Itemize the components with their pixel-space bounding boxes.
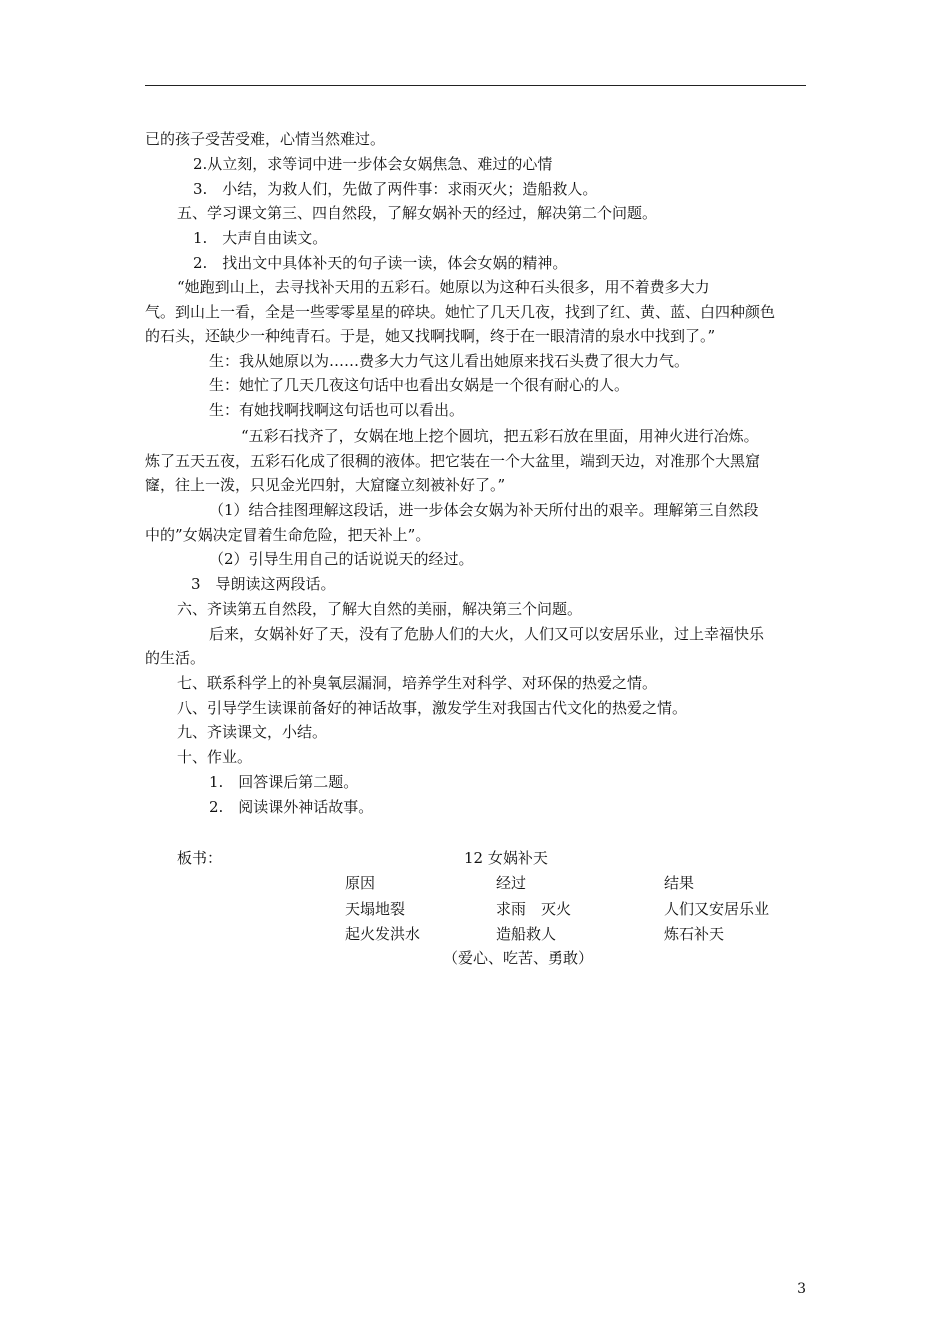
board-cell: 炼石补天 — [664, 925, 725, 943]
board-label: 板书： — [177, 849, 223, 867]
student-answer: 生：有她找啊找啊这句话也可以看出。 — [209, 401, 465, 419]
list-item: 2. 阅读课外神话故事。 — [209, 798, 374, 816]
board-header-process: 经过 — [496, 874, 527, 892]
board-cell: 起火发洪水 — [345, 925, 421, 943]
student-answer: 生：她忙了几天几夜这句话中也看出女娲是一个很有耐心的人。 — [209, 376, 630, 394]
section-heading: 八、引导学生读课前备好的神话故事，激发学生对我国古代文化的热爱之情。 — [177, 699, 688, 717]
section-heading: 十、作业。 — [177, 748, 253, 766]
text-line: 中的”女娲决定冒着生命危险，把天补上”。 — [145, 526, 431, 544]
quote-line: “五彩石找齐了，女娲在地上挖个圆坑，把五彩石放在里面，用神火进行冶炼。 — [241, 427, 759, 445]
quote-line: 的石头，还缺少一种纯青石。于是，她又找啊找啊，终于在一眼清清的泉水中找到了。” — [145, 327, 716, 345]
text-line: （1）结合挂图理解这段话，进一步体会女娲为补天所付出的艰辛。理解第三自然段 — [209, 501, 759, 519]
header-rule — [145, 85, 806, 86]
section-heading: 九、齐读课文，小结。 — [177, 723, 328, 741]
board-header-result: 结果 — [664, 874, 695, 892]
text-line: 的生活。 — [145, 649, 206, 667]
board-cell: 天塌地裂 — [345, 900, 406, 918]
board-title: 12 女娲补天 — [464, 849, 548, 867]
board-cell: 求雨 灭火 — [496, 900, 572, 918]
list-item: 1. 回答课后第二题。 — [209, 773, 359, 791]
student-answer: 生：我从她原以为……费多大力气这儿看出她原来找石头费了很大力气。 — [209, 352, 690, 370]
text-line: 1. 大声自由读文。 — [193, 229, 328, 247]
text-line: 3. 小结，为救人们，先做了两件事：求雨灭火；造船救人。 — [193, 180, 598, 198]
text-line: 2. 找出文中具体补天的句子读一读，体会女娲的精神。 — [193, 254, 568, 272]
text-line: 已的孩子受苦受难，心情当然难过。 — [145, 130, 386, 148]
board-cell: 造船救人 — [496, 925, 557, 943]
section-heading: 六、齐读第五自然段，了解大自然的美丽，解决第三个问题。 — [177, 600, 583, 618]
board-cell: 人们又安居乐业 — [664, 900, 770, 918]
quote-line: 炼了五天五夜，五彩石化成了很稠的液体。把它装在一个大盆里，端到天边，对准那个大黑窟 — [145, 452, 761, 470]
quote-line: 气。到山上一看，全是一些零零星星的碎块。她忙了几天几夜，找到了红、黄、蓝、白四种颜色 — [145, 303, 776, 321]
quote-line: “她跑到山上，去寻找补天用的五彩石。她原以为这种石头很多，用不着费多大力 — [177, 278, 710, 296]
text-line: 2.从立刻，求等词中进一步体会女娲焦急、难过的心情 — [193, 155, 553, 173]
text-line: 后来，女娲补好了天，没有了危胁人们的大火，人们又可以安居乐业，过上幸福快乐 — [209, 625, 765, 643]
board-header-cause: 原因 — [345, 874, 376, 892]
page-number: 3 — [797, 1281, 806, 1297]
text-line: （2）引导生用自己的话说说天的经过。 — [209, 550, 474, 568]
quote-line: 窿，往上一泼，只见金光四射，大窟窿立刻被补好了。” — [145, 476, 506, 494]
board-summary: （爱心、吃苦、勇敢） — [443, 949, 594, 967]
section-heading: 七、联系科学上的补臭氧层漏洞，培养学生对科学、对环保的热爱之情。 — [177, 674, 658, 692]
section-heading: 五、学习课文第三、四自然段，了解女娲补天的经过，解决第二个问题。 — [177, 204, 658, 222]
text-line: 3 导朗读这两段话。 — [191, 575, 336, 593]
